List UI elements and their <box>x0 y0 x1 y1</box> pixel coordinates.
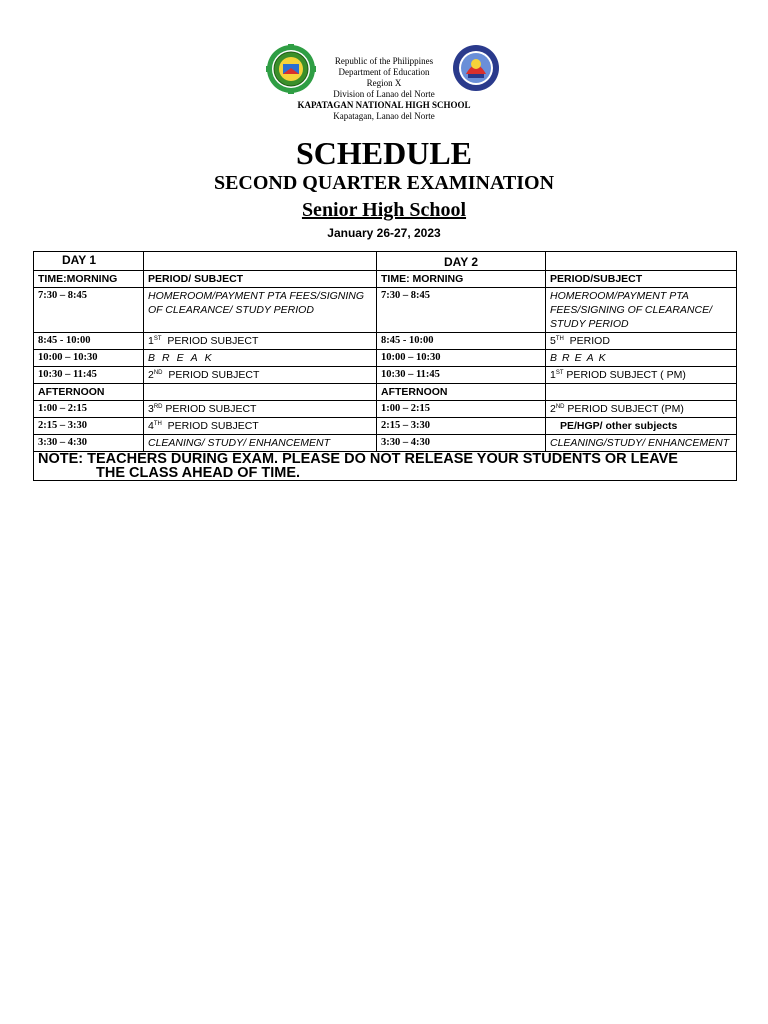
time-cell: 3:30 – 4:30 <box>377 435 546 452</box>
subject-cell: 2ND PERIOD SUBJECT (PM) <box>546 401 737 418</box>
col-subject-day2: PERIOD/SUBJECT <box>546 271 737 288</box>
time-cell: 10:30 – 11:45 <box>34 367 144 384</box>
table-row <box>34 367 737 384</box>
table-row <box>34 418 737 435</box>
break-cell: BREAK <box>144 350 377 367</box>
time-cell: 8:45 - 10:00 <box>377 333 546 350</box>
empty-cell <box>144 384 377 401</box>
subject-cell: 1ST PERIOD SUBJECT ( PM) <box>546 367 737 384</box>
subject-cell: 2ND PERIOD SUBJECT <box>144 367 377 384</box>
time-cell: 8:45 - 10:00 <box>34 333 144 350</box>
time-cell: 1:00 – 2:15 <box>377 401 546 418</box>
empty-cell <box>546 384 737 401</box>
subject-cell: HOMEROOM/PAYMENT PTA FEES/SIGNING OF CLEARANCE/ STUDY PERIOD <box>144 288 377 333</box>
time-cell: 10:30 – 11:45 <box>377 367 546 384</box>
header-line-republic: Republic of the Philippines <box>334 56 434 66</box>
table-row <box>34 333 737 350</box>
empty-cell <box>144 252 377 271</box>
subject-cell: 4TH PERIOD SUBJECT <box>144 418 377 435</box>
header-school-name: KAPATAGAN NATIONAL HIGH SCHOOL <box>297 100 471 110</box>
page-title: SCHEDULE <box>295 135 473 171</box>
subject-cell: 3RD PERIOD SUBJECT <box>144 401 377 418</box>
afternoon-label: AFTERNOON <box>34 384 144 401</box>
header-location: Kapatagan, Lanao del Norte <box>333 111 435 121</box>
time-cell: 2:15 – 3:30 <box>34 418 144 435</box>
time-cell: 3:30 – 4:30 <box>34 435 144 452</box>
col-time-day2: TIME: MORNING <box>377 271 546 288</box>
header-line-division: Division of Lanao del Norte <box>333 89 435 99</box>
exam-date: January 26-27, 2023 <box>327 226 441 240</box>
time-cell: 7:30 – 8:45 <box>34 288 144 333</box>
document-header <box>0 44 768 128</box>
time-cell: 7:30 – 8:45 <box>377 288 546 333</box>
col-subject-day1: PERIOD/ SUBJECT <box>144 271 377 288</box>
col-time-day1: TIME:MORNING <box>34 271 144 288</box>
exam-subtitle: SECOND QUARTER EXAMINATION <box>213 172 555 194</box>
time-cell: 10:00 – 10:30 <box>377 350 546 367</box>
subject-cell: CLEANING/STUDY/ ENHANCEMENT <box>546 435 737 452</box>
day2-header: DAY 2 <box>377 252 546 271</box>
header-text-block <box>0 56 768 122</box>
subject-cell: HOMEROOM/PAYMENT PTA FEES/SIGNING OF CLEARANCE/ STUDY PERIOD <box>546 288 737 333</box>
header-line-region: Region X <box>366 78 402 88</box>
note-line-2: THE CLASS AHEAD OF TIME. <box>96 465 301 481</box>
time-cell: 1:00 – 2:15 <box>34 401 144 418</box>
subject-cell: 1ST PERIOD SUBJECT <box>144 333 377 350</box>
table-row <box>34 452 737 481</box>
table-row <box>34 384 737 401</box>
table-row <box>34 435 737 452</box>
table-row <box>34 401 737 418</box>
subject-cell: 5TH PERIOD <box>546 333 737 350</box>
note-line-1: NOTE: TEACHERS DURING EXAM. PLEASE DO NOT RELEASE YOUR STUDENTS OR LEAVE <box>38 451 678 467</box>
school-level-text: Senior High School <box>301 199 467 221</box>
schedule-table <box>33 251 737 481</box>
school-level-heading <box>0 197 768 223</box>
table-row <box>34 271 737 288</box>
empty-cell <box>546 252 737 271</box>
break-cell: BREAK <box>546 350 737 367</box>
table-row <box>34 252 737 271</box>
subject-cell: CLEANING/ STUDY/ ENHANCEMENT <box>144 435 377 452</box>
time-cell: 2:15 – 3:30 <box>377 418 546 435</box>
header-line-department: Department of Education <box>338 67 430 77</box>
subject-cell: PE/HGP/ other subjects <box>546 418 737 435</box>
table-row <box>34 288 737 333</box>
day1-header: DAY 1 <box>34 252 144 271</box>
time-cell: 10:00 – 10:30 <box>34 350 144 367</box>
table-row <box>34 350 737 367</box>
afternoon-label: AFTERNOON <box>377 384 546 401</box>
teacher-note <box>34 452 737 481</box>
